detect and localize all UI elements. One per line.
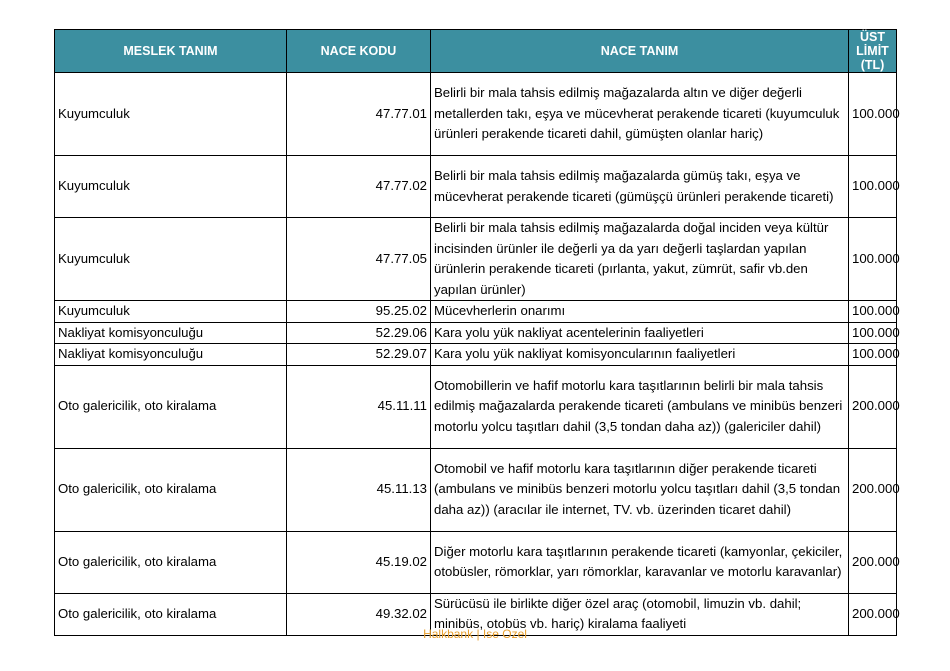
cell-nace-kodu: 47.77.05: [287, 218, 431, 301]
cell-ust-limit: 200.000: [849, 531, 897, 593]
cell-ust-limit: 100.000: [849, 73, 897, 156]
table-row: [55, 156, 897, 218]
table-row: [55, 218, 897, 301]
cell-meslek: Nakliyat komisyonculuğu: [55, 344, 287, 366]
cell-nace-kodu: 49.32.02: [287, 593, 431, 635]
table-row: [55, 73, 897, 156]
cell-meslek: Kuyumculuk: [55, 73, 287, 156]
cell-meslek: Kuyumculuk: [55, 156, 287, 218]
header-ust-limit: ÜST LİMİT (TL): [849, 30, 897, 73]
table-row: [55, 301, 897, 323]
cell-nace-tanim: Kara yolu yük nakliyat acentelerinin faaliyetleri: [431, 322, 849, 344]
cell-meslek: Oto galericilik, oto kiralama: [55, 531, 287, 593]
cell-nace-kodu: 47.77.02: [287, 156, 431, 218]
cell-nace-tanim: Sürücüsü ile birlikte diğer özel araç (otomobil, limuzin vb. dahil; minibüs, otobüs vb. hariç) kiralama faaliyeti: [431, 593, 849, 635]
header-row: [55, 30, 897, 73]
cell-nace-kodu: 45.11.13: [287, 448, 431, 531]
table-row: [55, 344, 897, 366]
cell-ust-limit: 100.000: [849, 218, 897, 301]
cell-nace-kodu: 45.11.11: [287, 365, 431, 448]
cell-nace-tanim: Kara yolu yük nakliyat komisyoncularının faaliyetleri: [431, 344, 849, 366]
cell-ust-limit: 100.000: [849, 301, 897, 323]
cell-nace-tanim: Belirli bir mala tahsis edilmiş mağazalarda gümüş takı, eşya ve mücevherat perakende ticareti (gümüşçü ürünleri perakende ticareti): [431, 156, 849, 218]
cell-nace-tanim: Otomobillerin ve hafif motorlu kara taşıtlarının belirli bir mala tahsis edilmiş mağazalarda perakende ticareti (ambulans ve minibüs benzeri motorlu yolcu taşıtları dahil (3,5 tondan daha az)) (galericiler dahil): [431, 365, 849, 448]
cell-ust-limit: 100.000: [849, 344, 897, 366]
cell-meslek: Kuyumculuk: [55, 301, 287, 323]
cell-nace-tanim: Belirli bir mala tahsis edilmiş mağazalarda doğal inciden veya kültür incisinden ürünler ile değerli ya da yarı değerli taşlardan yapılan ürünlerin perakende ticareti (pırlanta, yakut, zümrüt, safir vb.den yapılan ürünler): [431, 218, 849, 301]
cell-nace-kodu: 47.77.01: [287, 73, 431, 156]
cell-ust-limit: 100.000: [849, 322, 897, 344]
cell-ust-limit: 100.000: [849, 156, 897, 218]
cell-nace-kodu: 45.19.02: [287, 531, 431, 593]
table-row: [55, 531, 897, 593]
cell-meslek: Kuyumculuk: [55, 218, 287, 301]
cell-ust-limit: 200.000: [849, 365, 897, 448]
cell-nace-tanim: Otomobil ve hafif motorlu kara taşıtlarının diğer perakende ticareti (ambulans ve minibüs benzeri motorlu yolcu taşıtları dahil (3,5 tondan daha az)) (aracılar ile internet, TV. vb. üzerinden ticaret dahil): [431, 448, 849, 531]
header-nace-tanim: NACE TANIM: [431, 30, 849, 73]
cell-nace-kodu: 52.29.06: [287, 322, 431, 344]
cell-ust-limit: 200.000: [849, 593, 897, 635]
table-body: [55, 73, 900, 636]
cell-nace-kodu: 52.29.07: [287, 344, 431, 366]
cell-meslek: Oto galericilik, oto kiralama: [55, 365, 287, 448]
cell-meslek: Oto galericilik, oto kiralama: [55, 448, 287, 531]
footer-classification: Halkbank | Ise Ozel: [423, 627, 527, 641]
cell-nace-tanim: Belirli bir mala tahsis edilmiş mağazalarda altın ve diğer değerli metallerden takı, eşya ve mücevherat perakende ticareti (kuyumculuk ürünleri perakende ticareti dahil, gümüşten olanlar hariç): [431, 73, 849, 156]
cell-meslek: Oto galericilik, oto kiralama: [55, 593, 287, 635]
header-nace-kodu: NACE KODU: [287, 30, 431, 73]
cell-nace-kodu: 95.25.02: [287, 301, 431, 323]
cell-nace-tanim: Diğer motorlu kara taşıtlarının perakende ticareti (kamyonlar, çekiciler, otobüsler, römorklar, yarı römorklar, karavanlar ve motorlu karavanlar): [431, 531, 849, 593]
nace-table: [54, 29, 900, 636]
header-meslek-tanim: MESLEK TANIM: [55, 30, 287, 73]
table-header: [55, 30, 897, 73]
table-row: [55, 448, 897, 531]
cell-ust-limit: 200.000: [849, 448, 897, 531]
table-row: [55, 365, 897, 448]
table-row: [55, 322, 897, 344]
cell-nace-tanim: Mücevherlerin onarımı: [431, 301, 849, 323]
cell-meslek: Nakliyat komisyonculuğu: [55, 322, 287, 344]
